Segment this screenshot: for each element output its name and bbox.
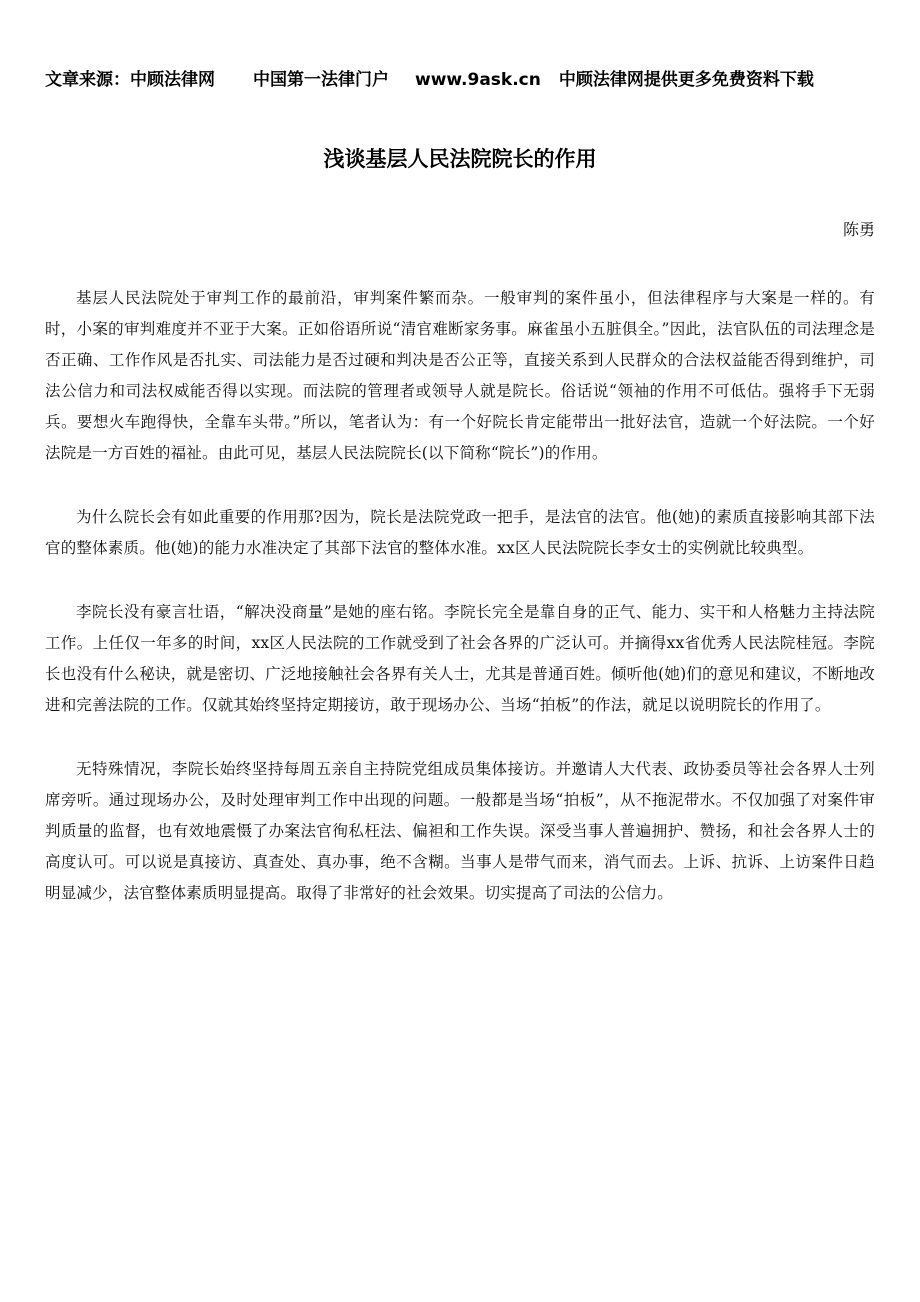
paragraph-2: 为什么院长会有如此重要的作用那?因为，院长是法院党政一把手，是法官的法官。他(她)的素质直接影响其部下法官的整体素质。他(她)的能力水准决定了其部下法官的整体水准。xx区人民法院院长李女士的实例就比较典型。 [45,508,875,557]
article-body [45,283,875,942]
source-header [45,66,885,94]
paragraph-3: 李院长没有豪言壮语，“解决没商量”是她的座右铭。李院长完全是靠自身的正气、能力、实干和人格魅力主持法院工作。上任仅一年多的时间，xx区人民法院的工作就受到了社会各界的广泛认可。并摘得xx省优秀人民法院桂冠。李院长也没有什么秘诀，就是密切、广泛地接触社会各界有关人士，尤其是普通百姓。倾听他(她)们的意见和建议，不断地改进和完善法院的工作。仅就其始终坚持定期接访，敢于现场办公、当场“拍板”的作法，就足以说明院长的作用了。 [45,603,875,714]
source-label: 文章来源：中顾法律网 [45,70,215,90]
paragraph-4: 无特殊情况，李院长始终坚持每周五亲自主持院党组成员集体接访。并邀请人大代表、政协委员等社会各界人士列席旁听。通过现场办公，及时处理审判工作中出现的问题。一般都是当场“拍板”，从不拖泥带水。不仅加强了对案件审判质量的监督，也有效地震慑了办案法官徇私枉法、偏袒和工作失误。深受当事人普遍拥护、赞扬，和社会各界人士的高度认可。可以说是真接访、真查处、真办事，绝不含糊。当事人是带气而来，消气而去。上诉、抗诉、上访案件日趋明显减少，法官整体素质明显提高。取得了非常好的社会效果。切实提高了司法的公信力。 [45,760,875,902]
header-slogan: 中国第一法律门户 [253,70,389,90]
paragraph-1: 基层人民法院处于审判工作的最前沿，审判案件繁而杂。一般审判的案件虽小，但法律程序与大案是一样的。有时，小案的审判难度并不亚于大案。正如俗语所说“清官难断家务事。麻雀虽小五脏俱全。”因此，法官队伍的司法理念是否正确、工作作风是否扎实、司法能力是否过硬和判决是否公正等，直接关系到人民群众的合法权益能否得到维护，司法公信力和司法权威能否得以实现。而法院的管理者或领导人就是院长。俗话说“领袖的作用不可低估。强将手下无弱兵。要想火车跑得快，全靠车头带。”所以，笔者认为：有一个好院长肯定能带出一批好法官，造就一个好法院。一个好法院是一方百姓的福祉。由此可见，基层人民法院院长(以下简称“院长”)的作用。 [45,289,875,462]
article-author: 陈勇 [842,220,875,239]
article-title: 浅谈基层人民法院院长的作用 [323,147,597,171]
header-url: www.9ask.cn [415,70,541,90]
header-promo: 中顾法律网提供更多免费资料下载 [558,70,814,90]
